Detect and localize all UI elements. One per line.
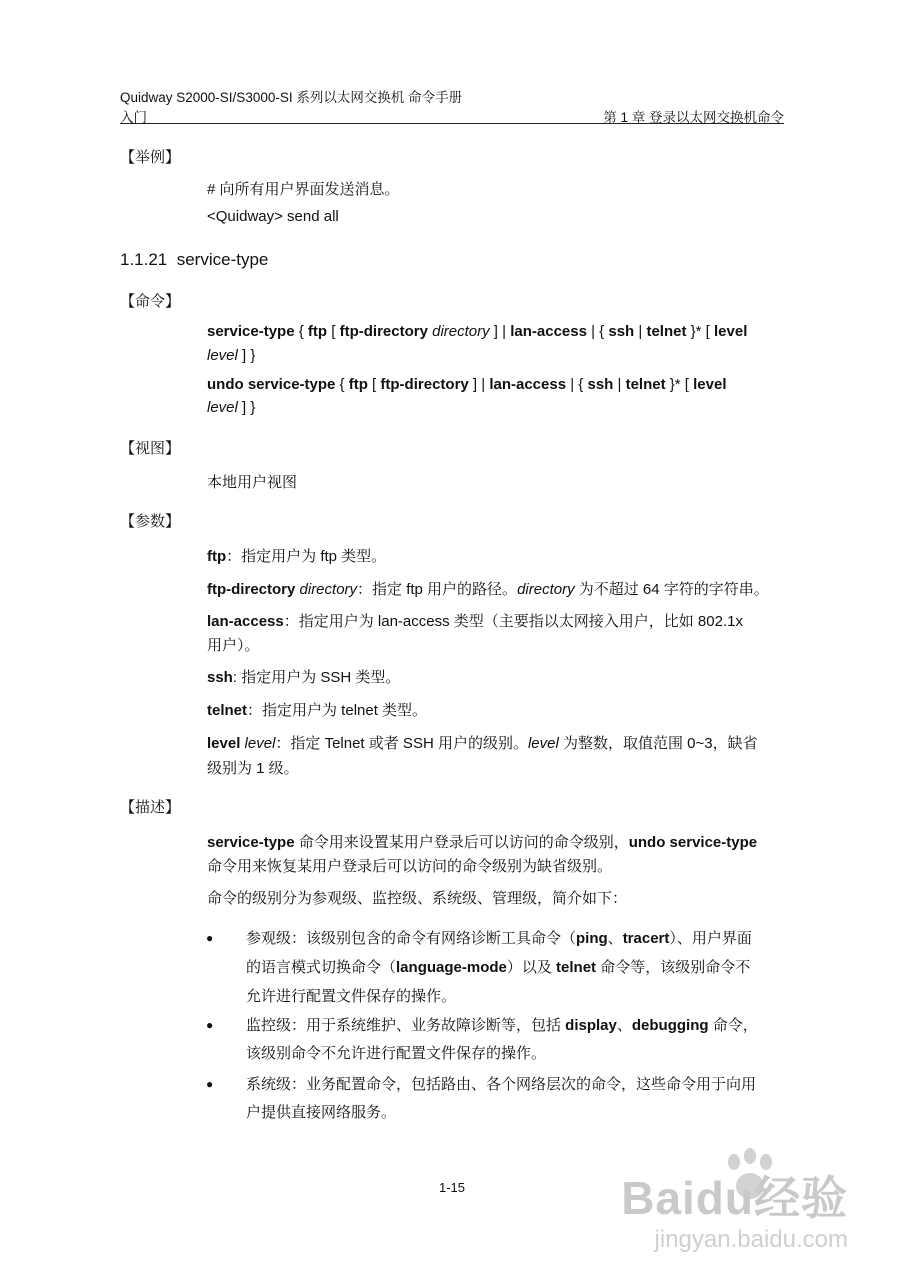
command-line-2 (207, 376, 727, 393)
bullet-marker: ● (206, 1077, 214, 1091)
param-term: level (207, 735, 241, 752)
param-desc: ：指定用户为 telnet 类型。 (247, 702, 428, 719)
param-term: ssh (207, 669, 233, 686)
cmd-text: [ (327, 323, 340, 340)
desc-text: 、 (607, 930, 623, 947)
param-argument: directory (299, 581, 358, 598)
param-ftp-directory (207, 578, 769, 599)
desc-para-1-cont: 命令用来恢复某用户登录后可以访问的命令级别为缺省级别。 (207, 858, 613, 875)
desc-text: ）以及 (506, 959, 557, 976)
desc-text: 命令， (708, 1017, 758, 1034)
example-comment: # 向所有用户界面发送消息。 (207, 181, 400, 198)
param-lan-access (207, 610, 743, 631)
desc-text: 、 (616, 1017, 632, 1034)
cmd-text: | { (586, 323, 609, 340)
watermark-url: jingyan.baidu.com (654, 1226, 848, 1253)
param-desc: ：指定用户为 lan-access 类型（主要指以太网接入用户，比如 802.1x (283, 613, 743, 630)
cmd-keyword: level (714, 323, 748, 340)
header-title: Quidway S2000-SI/S3000-SI 系列以太网交换机 命令手册 (120, 90, 463, 105)
cmd-keyword: debugging (631, 1017, 709, 1034)
cmd-keyword: ftp (307, 323, 328, 340)
cmd-keyword: language-mode (396, 959, 507, 976)
param-argument: directory (517, 581, 575, 598)
param-term: ftp (207, 548, 227, 565)
page-number: 1-15 (438, 1180, 466, 1195)
cmd-text: }* [ (686, 323, 715, 340)
cmd-text: { (294, 323, 308, 340)
cmd-text: ] } (237, 399, 256, 416)
cmd-text: | { (566, 376, 588, 393)
desc-text: 参观级：该级别包含的命令有网络诊断工具命令（ (246, 930, 577, 947)
bullet-1-line-3: 允许进行配置文件保存的操作。 (246, 988, 457, 1005)
command-line-1-cont (207, 347, 255, 364)
desc-para-1 (207, 831, 757, 852)
cmd-text: }* [ (665, 376, 694, 393)
header-divider (120, 123, 784, 124)
cmd-keyword: ssh (608, 323, 635, 340)
desc-para-2: 命令的级别分为参观级、监控级、系统级、管理级，简介如下： (207, 890, 628, 907)
description-heading: 【描述】 (120, 799, 181, 816)
param-desc: 为整数，取值范围 0~3，缺省 (558, 735, 758, 752)
cmd-keyword: ftp-directory (380, 376, 469, 393)
param-desc: ：指定 ftp 用户的路径。 (357, 581, 518, 598)
cmd-keyword: ssh (587, 376, 614, 393)
param-argument: level (244, 735, 276, 752)
desc-text: ）、用户界面 (669, 930, 752, 947)
param-lan-access-cont: 用户）。 (207, 637, 260, 654)
cmd-keyword: tracert (622, 930, 670, 947)
cmd-keyword: display (565, 1017, 617, 1034)
cmd-text: { (335, 376, 349, 393)
bullet-3-line-2: 户提供直接网络服务。 (246, 1104, 397, 1121)
bullet-2-line-1 (246, 1014, 758, 1035)
desc-text: 监控级：用于系统维护、业务故障诊断等，包括 (246, 1017, 566, 1034)
cmd-keyword: telnet (625, 376, 666, 393)
cmd-text: | (613, 376, 626, 393)
cmd-keyword: ftp (348, 376, 368, 393)
desc-text: 的语言模式切换命令（ (246, 959, 397, 976)
param-level (207, 732, 758, 753)
command-heading: 【命令】 (120, 293, 181, 310)
cmd-argument: directory (432, 323, 490, 340)
param-term: lan-access (207, 613, 284, 630)
bullet-2-line-2: 该级别命令不允许进行配置文件保存的操作。 (246, 1045, 547, 1062)
param-telnet (207, 699, 427, 720)
cmd-text: | (634, 323, 647, 340)
desc-text: 命令等，该级别命令不 (596, 959, 751, 976)
view-heading: 【视图】 (120, 440, 181, 457)
cmd-argument: level (207, 347, 238, 364)
section-number: 1.1.21 (120, 250, 168, 269)
bullet-1-line-2 (246, 956, 750, 977)
bullet-1-line-1 (246, 927, 752, 948)
cmd-keyword: telnet (646, 323, 687, 340)
cmd-keyword: undo service-type (628, 834, 758, 851)
cmd-keyword: service-type (207, 323, 295, 340)
param-desc: 为不超过 64 字符的字符串。 (574, 581, 769, 598)
cmd-keyword: lan-access (489, 376, 567, 393)
view-text: 本地用户视图 (207, 474, 298, 491)
command-line-2-cont (207, 399, 255, 416)
params-heading: 【参数】 (120, 513, 181, 530)
cmd-text: ] | (468, 376, 490, 393)
param-level-cont: 级别为 1 级。 (207, 760, 299, 777)
cmd-text: ] } (237, 347, 256, 364)
cmd-keyword: telnet (556, 959, 597, 976)
section-name: service-type (176, 250, 269, 269)
bullet-marker: ● (206, 931, 214, 945)
param-desc: : 指定用户为 SSH 类型。 (232, 669, 401, 686)
param-desc: ：指定用户为 ftp 类型。 (226, 548, 387, 565)
header-chapter: 第 1 章 登录以太网交换机命令 (603, 110, 784, 125)
cmd-argument: level (207, 399, 238, 416)
bullet-marker: ● (206, 1018, 214, 1032)
param-term: telnet (207, 702, 248, 719)
desc-text: 命令用来设置某用户登录后可以访问的命令级别， (294, 834, 629, 851)
bullet-3-line-1: 系统级：业务配置命令，包括路由、各个网络层次的命令，这些命令用于向用 (246, 1076, 757, 1093)
command-line-1 (207, 323, 747, 340)
cmd-keyword: undo service-type (207, 376, 336, 393)
baidu-watermark (621, 1148, 848, 1268)
cmd-keyword: lan-access (510, 323, 587, 340)
example-heading: 【举例】 (120, 149, 181, 166)
header-subtitle: 入门 (120, 110, 147, 125)
cmd-keyword: ftp-directory (339, 323, 428, 340)
param-desc: ：指定 Telnet 或者 SSH 用户的级别。 (275, 735, 528, 752)
param-argument: level (527, 735, 559, 752)
section-title (120, 250, 268, 270)
cmd-text: ] | (489, 323, 511, 340)
param-term: ftp-directory (207, 581, 296, 598)
cmd-keyword: level (693, 376, 727, 393)
cmd-text: [ (367, 376, 381, 393)
watermark-logo: Baidu经验 (621, 1172, 848, 1224)
param-ftp (207, 545, 386, 566)
cmd-keyword: ping (576, 930, 608, 947)
example-command: <Quidway> send all (207, 208, 339, 225)
param-ssh (207, 666, 400, 687)
cmd-keyword: service-type (207, 834, 295, 851)
